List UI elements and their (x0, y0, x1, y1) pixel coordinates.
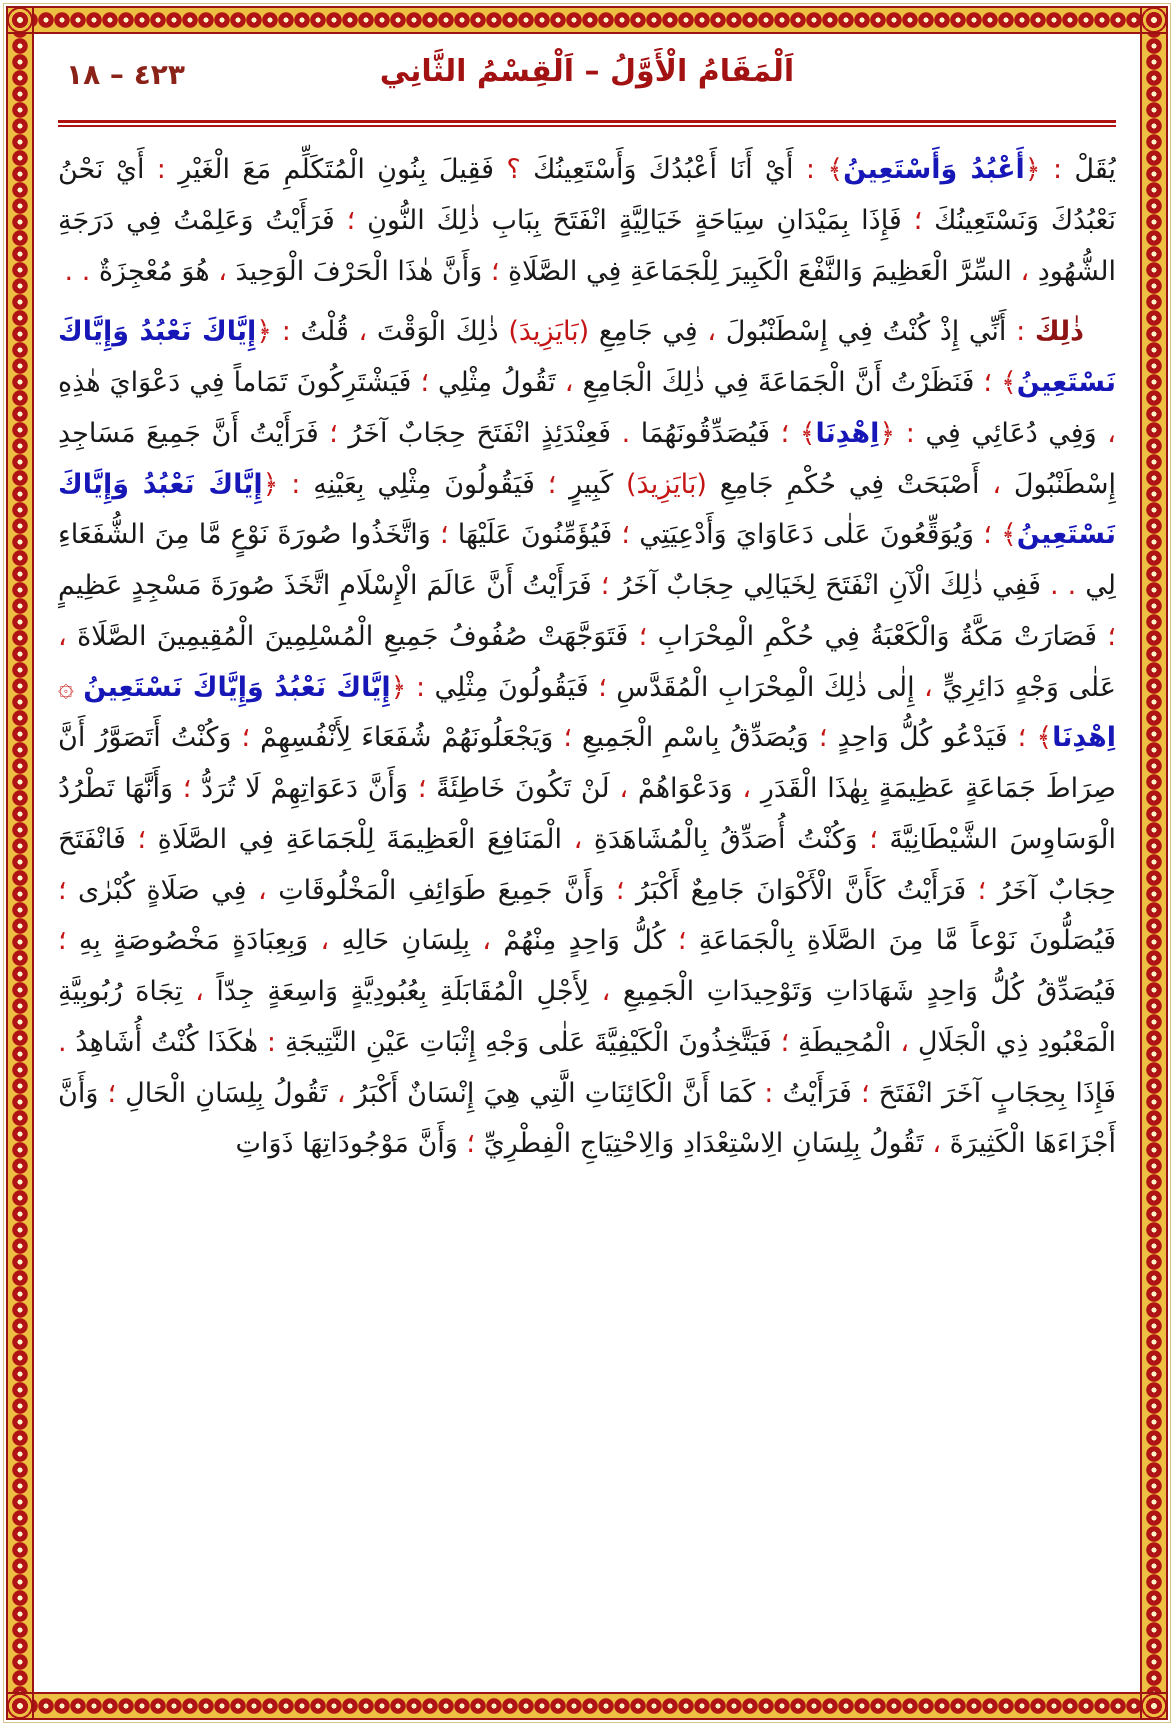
corner-rosette-icon (1140, 1692, 1168, 1720)
punctuation: . (58, 1026, 67, 1058)
text-run: : أَيْ أَنَا أَعْبُدُكَ وَأَسْتَعِينُكَ ؟ فَقِيلَ بِنُونِ الْمُتَكَلِّمِ مَعَ الْغَيْرِ : أَيْ نَحْنُ نَعْبُدُكَ وَنَسْتَعِينُكَ ؛ فَإِذَا بِمَيْدَانِ سِيَاحَةٍ خَيَالِيَّةٍ انْفَتَحَ بِبَابِ ذٰلِكَ النُّونِ ؛ فَرَأَيْتُ وَعَلِمْتُ فِي دَرَجَةِ الشُّهُودِ ، السِّرَّ الْعَظِيمَ وَالنَّفْعَ الْكَبِيرَ لِلْجَمَاعَةِ فِي الصَّلَاةِ ؛ وَأَنَّ هٰذَا الْحَرْفَ الْوَحِيدَ ، هُوَ مُعْجِزَةٌ . . (58, 154, 1116, 287)
punctuation: ؛ (466, 1128, 475, 1160)
red-highlight: ﴿ (262, 468, 279, 500)
punctuation: . (64, 255, 74, 287)
punctuation: ؛ (329, 417, 338, 449)
punctuation: : (1052, 154, 1063, 185)
punctuation: ؛ (563, 722, 572, 754)
punctuation: ؛ (490, 255, 500, 287)
punctuation: ؛ (621, 519, 631, 551)
lead-word: ذٰلِكَ (1034, 316, 1084, 348)
punctuation: ؛ (860, 1077, 870, 1109)
corner-rosette-icon (6, 6, 34, 34)
corner-rosette-icon (1140, 6, 1168, 34)
punctuation: ، (218, 255, 227, 287)
punctuation: ، (564, 367, 574, 398)
punctuation: ؛ (677, 925, 687, 957)
punctuation: ، (619, 773, 629, 804)
punctuation: : (415, 671, 426, 703)
red-highlight: ﴿ (390, 671, 407, 703)
punctuation: ، (195, 976, 204, 1007)
red-highlight: ﴾ (827, 154, 844, 185)
punctuation: ؛ (983, 367, 992, 398)
punctuation: ؛ (638, 620, 648, 652)
punctuation: ، (573, 823, 583, 855)
punctuation: ؛ (913, 204, 923, 236)
punctuation: ، (992, 468, 1002, 500)
red-highlight: ﴾ (1000, 367, 1017, 398)
text-run: ؛ فَيَدْعُو كُلُّ وَاحِدٍ ؛ وَيُصَدِّقُ بِاسْمِ الْجَمِيعِ ؛ وَيَجْعَلُونَهُمْ شُفَعَاءَ لِأَنْفُسِهِمْ ؛ وَكُنْتُ أَتَصَوَّرُ أَنَّ صِرَاطَ جَمَاعَةٍ عَظِيمَةٍ بِهٰذَا الْقَدَرِ ، وَدَعْوَاهُمْ ، لَنْ تَكُونَ خَاطِئَةً ؛ وَأَنَّ دَعَوَاتِهِمْ لَا تُرَدُّ ؛ وَأَنَّهَا تَطْرُدُ الْوَسَاوِسَ الشَّيْطَانِيَّةَ ؛ وَكُنْتُ أُصَدِّقُ بِالْمُشَاهَدَةِ ، الْمَنَافِعَ الْعَظِيمَةَ لِلْجَمَاعَةِ فِي الصَّلَاةِ ؛ فَانْفَتَحَ حِجَابٌ آخَرُ ؛ فَرَأَيْتُ كَأَنَّ الْأَكْوَانَ جَامِعٌ أَكْبَرُ ؛ وَأَنَّ جَمِيعَ طَوَائِفِ الْمَخْلُوقَاتِ ، فِي صَلَاةٍ كُبْرٰى ؛ فَيُصَلُّونَ نَوْعاً مَّا مِنَ الصَّلَاةِ بِالْجَمَاعَةِ ؛ كُلُّ وَاحِدٍ مِنْهُمْ ، بِلِسَانِ حَالِهِ ، وَبِعِبَادَةٍ مَخْصُوصَةٍ بِهِ ؛ فَيُصَدِّقُ كُلُّ وَاحِدٍ شَهَادَاتِ وَتَوْحِيدَاتِ الْجَمِيعِ ، لِأَجْلِ الْمُقَابَلَةِ بِعُبُودِيَّةٍ وَاسِعَةٍ جِدّاً ، تِجَاهَ رُبُوبِيَّةِ الْمَعْبُودِ ذِي الْجَلَالِ ، الْمُحِيطَةِ ؛ فَيَتَّخِذُونَ الْكَيْفِيَّةَ عَلٰى وَجْهِ إِثْبَاتِ عَيْنِ النَّتِيجَةِ : هٰكَذَا كُنْتُ أُشَاهِدُ . فَإِذَا بِحِجَابٍ آخَرَ انْفَتَحَ ؛ فَرَأَيْتُ : كَمَا أَنَّ الْكَائِنَاتِ الَّتِي هِيَ إِنْسَانٌ أَكْبَرُ ، تَقُولُ بِلِسَانِ الْحَالِ ؛ وَأَنَّ أَجْزَاءَهَا الْكَثِيرَةَ ، تَقُولُ بِلِسَانِ الِاسْتِعْدَادِ وَالِاحْتِيَاجِ الْفِطْرِيِّ ؛ وَأَنَّ مَوْجُودَاتِهَا ذَوَاتِ (58, 722, 1116, 1160)
punctuation: : (905, 417, 915, 449)
ornament-border-left (6, 6, 34, 1720)
text-run: : أَنِّي إِذْ كُنْتُ فِي إِسْطَنْبُولَ ، فِي جَامِعِ (589, 316, 1026, 348)
punctuation: ؛ (1107, 620, 1116, 652)
page-number: ٤٢٣ – ١٨ (66, 58, 185, 91)
quran-quote: إِيَّاكَ نَعْبُدُ وَإِيَّاكَ نَسْتَعِينُ (58, 316, 1116, 398)
punctuation: ؛ (182, 773, 192, 804)
red-highlight: ﴿ (1024, 154, 1041, 185)
punctuation: ؛ (983, 519, 992, 551)
punctuation: ؛ (1017, 722, 1027, 754)
punctuation: ؛ (241, 722, 251, 754)
punctuation: : (1016, 316, 1026, 348)
punctuation: ؛ (547, 468, 557, 500)
red-highlight: (بَايَزِيدَ) (626, 468, 707, 500)
text-run: كَبِيرٍ ؛ فَيَقُولُونَ مِثْلِي بِعَيْنِهِ : (291, 468, 627, 500)
punctuation: ، (336, 1077, 346, 1109)
body-text (58, 145, 1116, 1170)
punctuation: ، (58, 620, 67, 652)
text-run: يُقَلْ : (1052, 154, 1116, 185)
punctuation: : (266, 1026, 277, 1058)
punctuation: ، (258, 874, 267, 906)
punctuation: ؛ (420, 367, 430, 398)
punctuation: ، (1107, 417, 1116, 449)
red-highlight: ﴾ (1000, 519, 1017, 551)
punctuation: . (621, 417, 631, 449)
page-header (58, 48, 1116, 114)
paragraph (58, 145, 1116, 297)
ornament-border-bottom (6, 1692, 1168, 1720)
text-run: ؛ فَنَظَرْتُ أَنَّ الْجَمَاعَةَ فِي ذٰلِكَ الْجَامِعِ ، تَقُولُ مِثْلِي ؛ فَيَشْتَرِكُونَ تَمَاماً فِي دَعْوَايَ هٰذِهِ ، وَفِي دُعَائِي فِي : (58, 367, 1116, 449)
quran-quote: اِهْدِنَا (815, 417, 880, 449)
punctuation: ، (900, 1026, 910, 1058)
quran-quote: إِيَّاكَ نَعْبُدُ وَإِيَّاكَ نَسْتَعِينُ (83, 671, 391, 703)
ornament-border-right (1140, 6, 1168, 1720)
red-highlight: ﴾ (1036, 722, 1053, 754)
punctuation: ؛ (818, 722, 828, 754)
punctuation: ؛ (346, 204, 356, 236)
punctuation: : (156, 154, 166, 185)
punctuation: . (1050, 570, 1059, 601)
punctuation: ؛ (600, 570, 610, 601)
punctuation: ، (320, 925, 330, 957)
red-highlight: ﴿ (879, 417, 896, 449)
punctuation: ؟ (506, 154, 521, 185)
ornament-border-top (6, 6, 1168, 34)
red-highlight: ﴿ (256, 316, 273, 348)
red-highlight: ﴾ (799, 417, 816, 449)
header-divider (58, 120, 1116, 127)
punctuation: ؛ (598, 671, 607, 703)
punctuation: . (1067, 570, 1077, 601)
punctuation: ؛ (780, 417, 790, 449)
red-highlight: (بَايَزِيدَ) (508, 316, 590, 348)
punctuation: ؛ (977, 874, 987, 906)
page-title: اَلْمَقَامُ الْأَوَّلُ – اَلْقِسْمُ الثَّانِي (379, 54, 795, 89)
red-highlight: ۞ (58, 671, 84, 703)
punctuation: ، (358, 316, 368, 348)
punctuation: ؛ (417, 773, 427, 804)
text-run: ؛ وَيُوَقِّعُونَ عَلٰى دَعَاوَايَ وَأَدْعِيَتِي ؛ فَيُؤَمِّنُونَ عَلَيْهَا ؛ وَاتَّخَذُوا صُورَةَ نَوْعٍ مَّا مِنَ الشُّفَعَاءِ لِي . . فَفِي ذٰلِكَ الْآنِ انْفَتَحَ لِخَيَالِي حِجَابٌ آخَرُ ؛ فَرَأَيْتُ أَنَّ عَالَمَ الْإِسْلَامِ اتَّخَذَ صُورَةَ مَسْجِدٍ عَظِيمٍ ؛ فَصَارَتْ مَكَّةُ وَالْكَعْبَةُ فِي حُكْمِ الْمِحْرَابِ ؛ فَتَوَجَّهَتْ صُفُوفُ جَمِيعِ الْمُسْلِمِينَ الْمُقِيمِينَ الصَّلَاةَ ، عَلٰى وَجْهٍ دَائِرِيٍّ ، إِلٰى ذٰلِكَ الْمِحْرَابِ الْمُقَدَّسِ ؛ فَيَقُولُونَ مِثْلِي : (58, 519, 1116, 703)
punctuation: ، (601, 976, 611, 1007)
punctuation: . (81, 255, 91, 287)
punctuation: ؛ (615, 874, 625, 906)
punctuation: ، (1020, 255, 1030, 287)
punctuation: : (281, 316, 291, 348)
punctuation: : (764, 1077, 774, 1109)
corner-rosette-icon (6, 1692, 34, 1720)
punctuation: ؛ (58, 925, 67, 957)
paragraph (58, 307, 1116, 1170)
punctuation: ، (707, 316, 717, 348)
punctuation: : (291, 468, 301, 500)
text-run: ؛ فَيُصَدِّقُونَهُمَا . فَعِنْدَئِذٍ انْفَتَحَ حِجَابٌ آخَرُ ؛ فَرَأَيْتُ أَنَّ جَمِيعَ مَسَاجِدِ إِسْطَنْبُولَ ، أَصْبَحَتْ فِي حُكْمِ جَامِعِ (58, 417, 1116, 500)
quran-quote: إِيَّاكَ نَعْبُدُ وَإِيَّاكَ نَسْتَعِينُ (58, 468, 1116, 551)
quran-quote: أَعْبُدُ وَأَسْتَعِينُ (843, 154, 1025, 185)
punctuation: ، (924, 671, 933, 703)
punctuation: ، (932, 1128, 942, 1160)
punctuation: ؛ (107, 1077, 117, 1109)
punctuation: ؛ (137, 823, 147, 855)
quran-quote: اِهْدِنَا (1052, 722, 1116, 754)
punctuation: : (805, 154, 815, 185)
punctuation: ؛ (58, 874, 67, 906)
punctuation: ؛ (780, 1026, 790, 1058)
page-content (58, 48, 1116, 1682)
punctuation: ، (482, 925, 491, 957)
punctuation: ، (742, 773, 752, 804)
text-run: ذٰلِكَ الْوَقْتَ ، قُلْتُ : (281, 316, 509, 348)
punctuation: ؛ (440, 519, 449, 551)
punctuation: ؛ (869, 823, 878, 855)
